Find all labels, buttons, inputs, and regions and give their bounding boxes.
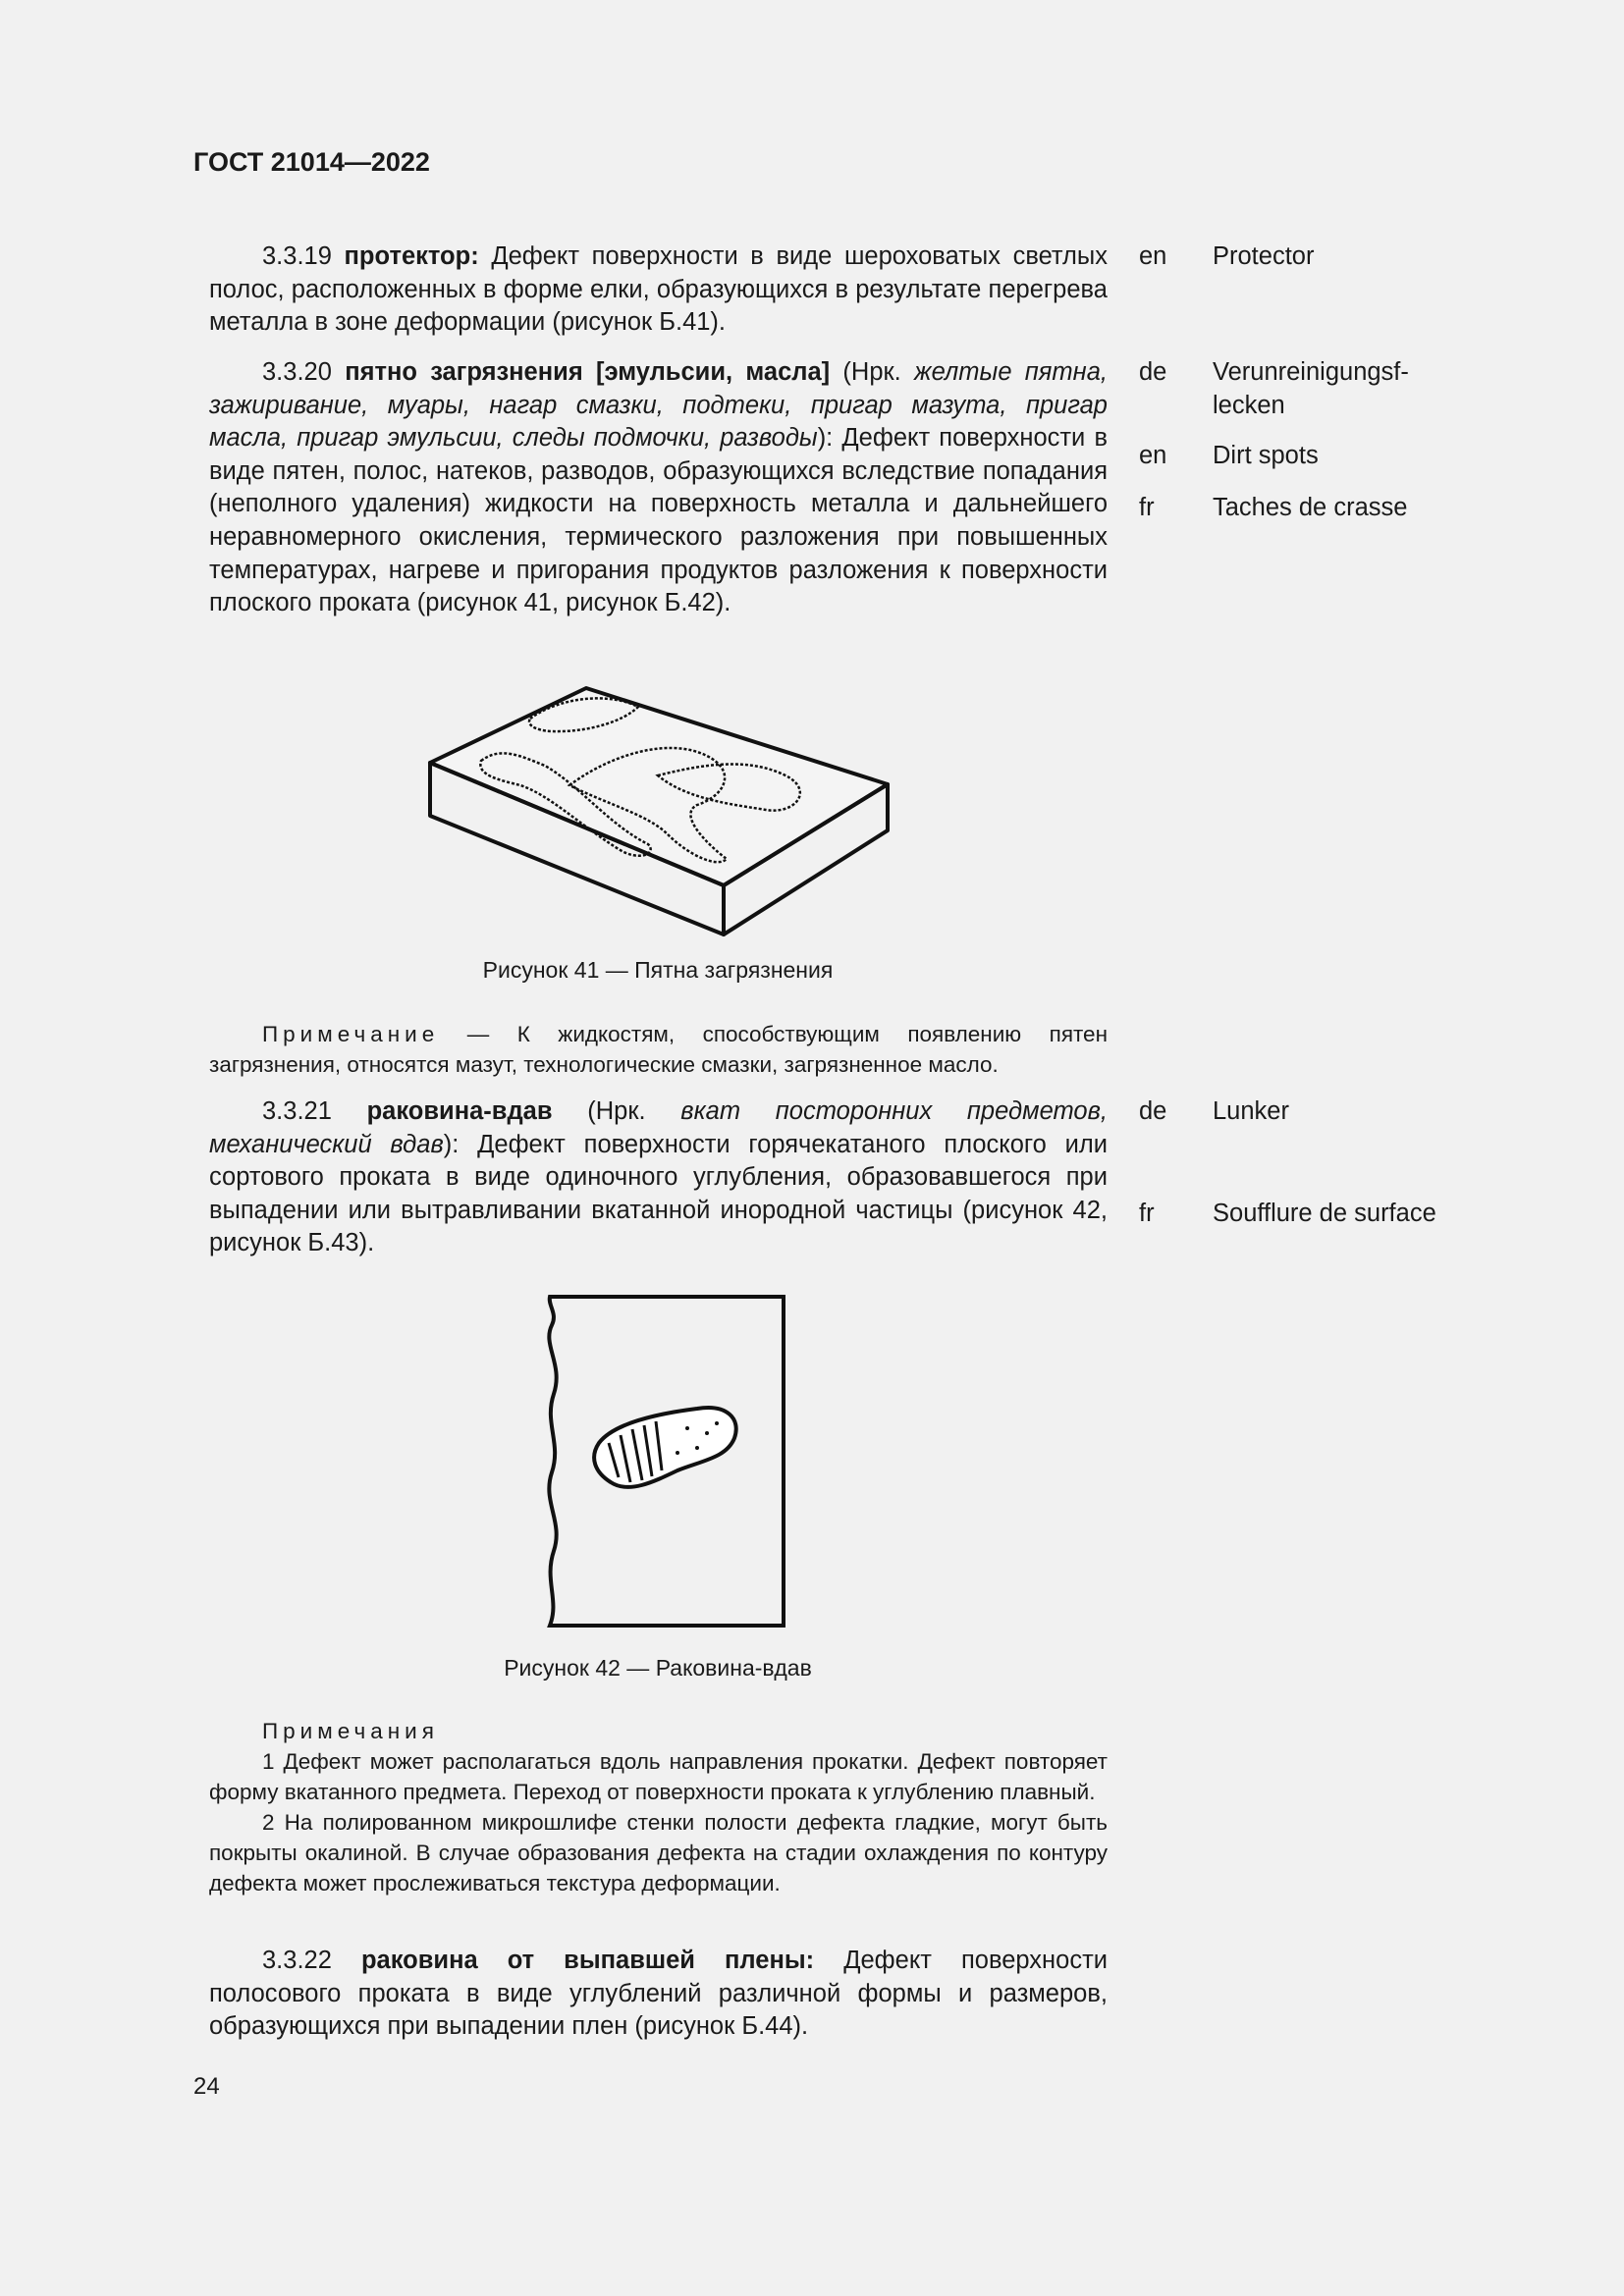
translation-term: Lunker <box>1213 1097 1289 1125</box>
figure-41-caption: Рисунок 41 — Пятна загрязнения <box>482 957 834 983</box>
entry-3-3-21 <box>209 1095 1108 1260</box>
entry-definition: ): Дефект поверхности горячекатаного плоского или сортового проката в виде одиночного углубления, образовавшегося при выпадении или вытравливании вкатанной инородной частицы (рисунок 42, рисунок Б.43). <box>209 1130 1108 1257</box>
note-text: — К жидкостям, способствующим появлению пятен загрязнения, относятся мазут, технологические смазки, загрязненное масло. <box>209 1022 1108 1077</box>
translation-term: Dirt spots <box>1213 442 1319 469</box>
lang-code: en <box>1139 442 1167 469</box>
translation-term-line: lecken <box>1213 391 1285 419</box>
note-figure-41 <box>209 1019 1108 1080</box>
translation-term: Soufflure de surface <box>1213 1200 1436 1227</box>
lang-code: de <box>1139 1097 1167 1125</box>
entry-term: раковина-вдав <box>366 1097 553 1125</box>
translation-term: Protector <box>1213 242 1315 270</box>
nonrecommended-terms: желтые пятна, зажиривание, муары, нагар смазки, подтеки, пригар мазута, пригар масла, пригар эмульсии, следы подмочки, разводы <box>209 358 1108 453</box>
translation-term <box>1213 356 1409 422</box>
translation-term-line: Verunreinigungsf- <box>1213 358 1409 386</box>
entry-3-3-19 <box>209 240 1108 340</box>
entry-definition: Дефект поверхности в виде шероховатых светлых полос, расположенных в форме елки, образующихся в результате перегрева металла в зоне деформации (рисунок Б.41). <box>209 242 1108 337</box>
lang-code: fr <box>1139 1200 1155 1227</box>
notes-label: Примечания <box>262 1719 439 1743</box>
entry-3-3-20 <box>209 356 1108 620</box>
lang-code: de <box>1139 358 1167 386</box>
entry-term: пятно загрязнения [эмульсии, масла] <box>345 358 831 386</box>
figure-42-cavity-illustration <box>530 1286 805 1639</box>
page-number: 24 <box>193 2073 220 2100</box>
figure-41-dirt-spots-illustration <box>412 677 903 952</box>
nonrecommended-terms: вкат посторонних предметов, механический вдав <box>209 1097 1109 1158</box>
entry-term: протектор: <box>344 242 479 270</box>
lang-code: fr <box>1139 494 1155 521</box>
note-item: 1 Дефект может располагаться вдоль направления прокатки. Дефект повторяет форму вкатанного предмета. Переход от поверхности проката к углублению плавный. <box>209 1749 1108 1804</box>
lang-code: en <box>1139 242 1167 270</box>
figure-42-caption: Рисунок 42 — Раковина-вдав <box>504 1655 812 1681</box>
entry-number: 3.3.22 <box>262 1947 332 1974</box>
entry-definition: Дефект поверхности полосового проката в виде углублений различной формы и размеров, образующихся при выпадении плен (рисунок Б.44). <box>209 1947 1108 2041</box>
entry-term: раковина от выпавшей плены: <box>360 1947 815 1974</box>
translation-term: Taches de crasse <box>1213 494 1408 521</box>
note-item: 2 На полированном микрошлифе стенки полости дефекта гладкие, могут быть покрыты окалиной. В случае образования дефекта на стадии охлаждения по контуру дефекта может прослеживаться текстура деформации. <box>209 1810 1108 1896</box>
entry-number: 3.3.20 <box>262 358 332 386</box>
entry-3-3-22 <box>209 1945 1108 2044</box>
nrk-prefix: (Нрк. <box>842 358 901 386</box>
entry-definition: ): Дефект поверхности в виде пятен, полос, натеков, разводов, образующихся вследствие попадания (неполного удаления) жидкости на поверхность металла и дальнейшего неравномерного окисления, термического разложения при повышенных температурах, нагреве и пригорания продуктов разложения к поверхности плоского проката (рисунок 41, рисунок Б.42). <box>209 424 1108 617</box>
document-code: ГОСТ 21014—2022 <box>193 147 430 177</box>
nrk-prefix: (Нрк. <box>587 1097 646 1125</box>
entry-number: 3.3.19 <box>262 242 332 270</box>
note-label: Примечание <box>262 1022 440 1046</box>
notes-figure-42 <box>209 1716 1108 1898</box>
entry-number: 3.3.21 <box>262 1097 332 1125</box>
